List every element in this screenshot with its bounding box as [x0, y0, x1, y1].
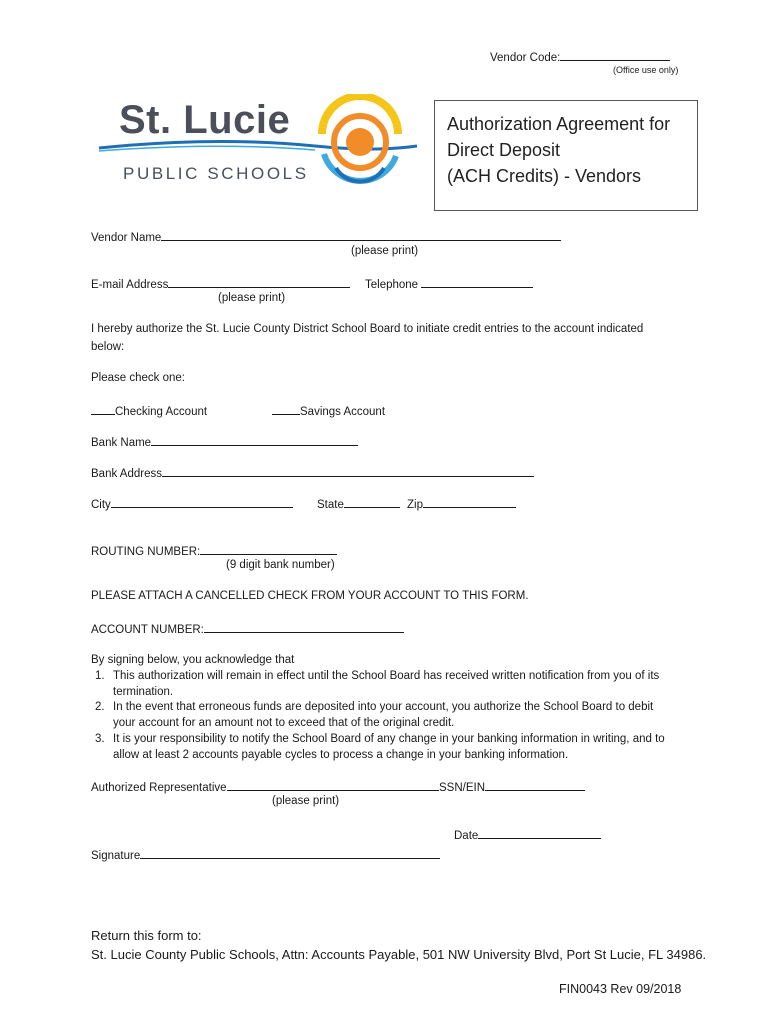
state-label: State — [317, 499, 344, 511]
vendor-code-row — [490, 49, 670, 64]
routing-row — [91, 543, 337, 558]
vendor-name-label: Vendor Name — [91, 232, 162, 244]
ssn-field[interactable] — [485, 779, 585, 791]
form-title-line-1: Authorization Agreement for — [447, 114, 671, 134]
attach-check-note: PLEASE ATTACH A CANCELLED CHECK FROM YOUR ACCOUNT TO THIS FORM. — [91, 590, 529, 602]
vendor-name-hint: (please print) — [351, 245, 419, 257]
date-field[interactable] — [478, 827, 601, 839]
zip-field[interactable] — [423, 496, 516, 508]
form-title-line-3: (ACH Credits) - Vendors — [447, 166, 642, 186]
acknowledge-item — [95, 700, 673, 731]
return-address: St. Lucie County Public Schools, Attn: Accounts Payable, 501 NW University Blvd, Port St Lucie, FL 34986. — [91, 947, 707, 962]
zip-label: Zip — [407, 499, 423, 511]
sun-emblem-icon — [310, 94, 410, 194]
acknowledge-item — [95, 669, 673, 700]
acknowledge-intro: By signing below, you acknowledge that — [91, 654, 295, 666]
acknowledge-item-text: In the event that erroneous funds are deposited into your account, you authorize the School Board to debit your account for an amount not to exceed that of the original credit. — [113, 701, 654, 729]
bank-name-row — [91, 434, 358, 449]
email-hint: (please print) — [218, 292, 286, 304]
city-field[interactable] — [111, 496, 293, 508]
signature-field[interactable] — [140, 847, 440, 859]
city-label: City — [91, 499, 111, 511]
account-label: ACCOUNT NUMBER: — [91, 624, 204, 636]
authorized-rep-label: Authorized Representative — [91, 782, 227, 794]
ssn-row — [439, 779, 585, 794]
email-field[interactable] — [168, 276, 350, 288]
zip-row — [407, 496, 516, 511]
vendor-name-row — [91, 229, 561, 244]
acknowledge-item-number: 2. — [95, 701, 105, 713]
routing-field[interactable] — [200, 543, 337, 555]
authorized-rep-field[interactable] — [227, 779, 439, 791]
checking-option — [91, 403, 207, 418]
logo-subtitle: PUBLIC SCHOOLS — [123, 164, 309, 183]
form-title-box — [434, 100, 698, 211]
bank-address-row — [91, 465, 534, 480]
date-label: Date — [454, 830, 479, 842]
telephone-label: Telephone — [365, 279, 419, 291]
acknowledge-item-text: This authorization will remain in effect until the School Board has received written notification from you of its termination. — [113, 670, 660, 698]
city-row — [91, 496, 293, 511]
return-label: Return this form to: — [91, 928, 202, 943]
routing-label: ROUTING NUMBER: — [91, 546, 201, 558]
telephone-row — [365, 276, 533, 291]
savings-label: Savings Account — [300, 406, 386, 418]
acknowledge-item — [95, 732, 673, 763]
email-label: E-mail Address — [91, 279, 169, 291]
acknowledge-item-number: 1. — [95, 670, 105, 682]
authorized-rep-row — [91, 779, 439, 794]
savings-checkbox[interactable] — [272, 403, 300, 415]
vendor-code-label: Vendor Code: — [490, 52, 561, 64]
bank-address-field[interactable] — [162, 465, 534, 477]
bank-address-label: Bank Address — [91, 468, 162, 480]
check-one-label: Please check one: — [91, 372, 185, 384]
ssn-label: SSN/EIN — [439, 782, 486, 794]
authorize-text-1: I hereby authorize the St. Lucie County District School Board to initiate credit entries to the account indicated — [91, 323, 644, 335]
signature-label: Signature — [91, 850, 141, 862]
date-row — [454, 827, 601, 842]
email-row — [91, 276, 350, 291]
checking-checkbox[interactable] — [91, 403, 115, 415]
signature-row — [91, 847, 440, 862]
savings-option — [272, 403, 385, 418]
account-row — [91, 621, 404, 636]
acknowledge-item-number: 3. — [95, 733, 105, 745]
logo-title: St. Lucie — [119, 98, 291, 142]
authorize-text-2: below: — [91, 341, 125, 353]
form-id: FIN0043 Rev 09/2018 — [559, 982, 682, 996]
office-use-note: (Office use only) — [613, 65, 679, 75]
state-field[interactable] — [344, 496, 400, 508]
vendor-code-field[interactable] — [560, 49, 670, 61]
bank-name-label: Bank Name — [91, 437, 152, 449]
authorized-rep-hint: (please print) — [272, 795, 340, 807]
telephone-field[interactable] — [421, 276, 533, 288]
account-field[interactable] — [204, 621, 404, 633]
acknowledge-item-text: It is your responsibility to notify the School Board of any change in your banking information in writing, and to allow at least 2 accounts payable cycles to process a change in your banking information. — [113, 733, 665, 761]
bank-name-field[interactable] — [151, 434, 358, 446]
vendor-name-field[interactable] — [161, 229, 561, 241]
school-logo — [95, 88, 425, 198]
checking-label: Checking Account — [115, 406, 208, 418]
form-title-line-2: Direct Deposit — [447, 140, 561, 160]
state-row — [317, 496, 400, 511]
routing-hint: (9 digit bank number) — [226, 559, 335, 571]
